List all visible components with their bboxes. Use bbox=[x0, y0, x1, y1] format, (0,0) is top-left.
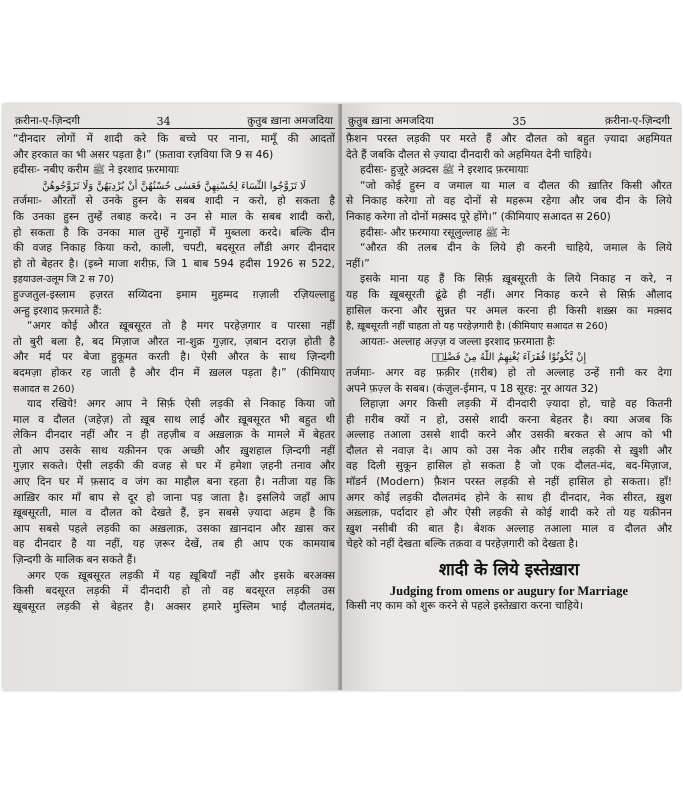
right-page-number: 35 bbox=[512, 115, 527, 128]
text-line: हुज्जतुल-इस्लाम हज़रत सय्यिदना इमाम मुहम्मद ग़ज़ाली रज़ियल्लाहु bbox=[13, 288, 335, 301]
text-line: ज़िन्दगी के मालिक बन सकते हैं। bbox=[13, 554, 137, 567]
right-page-header bbox=[346, 112, 672, 129]
text-line: निकाह करेगा तो दोनों मक़्सद पूरे होंगे।” (कीमियाए सआदत स 260) bbox=[346, 210, 611, 223]
section-heading-english: Judging from omens or augury for Marriage bbox=[389, 584, 629, 599]
text-line: देते हैं जबकि दौलत से ज़्यादा दीनदारी को अहमियत देनी चाहिये। bbox=[346, 148, 592, 161]
text-line: अन्हु इरशाद फ़रमाते हैं: bbox=[13, 304, 102, 317]
text-line: अगर एक ख़ूबसूरत लड़की में यह ख़ूबियाँ नहीं और इसके बरअक्स bbox=[27, 569, 335, 582]
text-line: ख़ूबसूरत लड़की से बेहतर है। अक्सर हमारे मुस्लिम भाई दौलतमंद, bbox=[13, 600, 335, 613]
text-line: याद रखिये! अगर आप ने सिर्फ़ ऐसी लड़की से निकाह किया जो bbox=[27, 398, 335, 411]
text-line: है, ख़ूबसूरती नहीं चाहता तो यह परहेज़गारी है। (कीमियाए सआदत स 260) bbox=[346, 321, 608, 333]
left-page bbox=[3, 104, 339, 690]
text-line: आप सबसे पहले लड़की का अख़लाक़, उसका ख़ानदान और ख़ास कर bbox=[13, 522, 335, 535]
text-line: फ़ैशन परस्त लड़की पर मरते हैं और दौलत को बहुत ज़्यादा अहमियत bbox=[346, 133, 672, 145]
left-header-title: क़रीना-ए-ज़िन्दगी bbox=[15, 115, 80, 127]
text-line: हो सकता है कि उनका माल तुम्हें गुनाहों में मुब्तला करदे। बल्कि दीन bbox=[13, 226, 335, 239]
text-line: “दीनदार लोगों में शादी करे कि बच्चे पर नाना, मामूँ की आदतों bbox=[13, 133, 335, 145]
text-line: की वजह निकाह किया करो, काली, चपटी, बदसूरत लौंडी अगर दीनदार bbox=[13, 242, 335, 255]
text-line: “अगर कोई औरत ख़ूबसूरत तो है मगर परहेज़गार व पारसा नहीं bbox=[27, 320, 335, 333]
text-line: लेकिन दीनदार नहीं और न ही तहज़ीब व अख़लाक़ के मामले में बेहतर bbox=[13, 429, 335, 442]
left-header-publisher: क़ुतुब ख़ाना अमजदिया bbox=[247, 115, 333, 127]
left-page-header bbox=[13, 112, 335, 129]
text-line: ख़ुश नसीबी की बात है। बेशक अल्लाह तआला माल व दौलत और bbox=[346, 522, 672, 535]
text-line: चेहरे को नहीं देखता बल्कि तक़वा व परहेज़गारी को देखता है। bbox=[346, 538, 579, 551]
text-line: अपने फ़ज़्ल के सबब। (कंज़ुल-ईमान, प 18 सूरह: नूर आयत 32) bbox=[346, 382, 599, 395]
text-line: हदीसः- नबीए करीम ﷺ ने इरशाद फ़रमायाः bbox=[13, 164, 179, 177]
left-page-body bbox=[13, 132, 335, 615]
left-page-number: 34 bbox=[156, 115, 171, 128]
text-line: तो आप उसके साथ यक़ीनन एक अच्छी और ख़ुशहाल ज़िन्दगी नहीं bbox=[13, 444, 335, 457]
text-line: ख़ूबसूरती, माल व दौलत को देखते हैं, इन सबसे ज़्यादा अहम है कि bbox=[13, 507, 335, 520]
text-line: तर्जमाः- औरतों से उनके हुस्न के सबब शादी न करो, हो सकता है bbox=[13, 195, 335, 208]
text-line: किसी बदसूरत लड़की में दीनदारी हो तो वह बदसूरत लड़की उस bbox=[13, 585, 335, 598]
text-line: इसके माना यह हैं कि सिर्फ़ ख़ूबसूरती के लिये निकाह न करे, न bbox=[360, 273, 672, 286]
text-line: लिहाज़ा अगर किसी लड़की में दीनदारी ज़्यादा हो, चाहे वह कितनी bbox=[360, 398, 672, 411]
text-line: दौलत से नवाज़ दे। आप को उस नेक और ग़रीब लड़की से ख़ुशी और bbox=[346, 444, 672, 457]
text-line: कि उनका हुस्न तुम्हें तबाह करदे। न उन से माल के सबब शादी करो, bbox=[13, 210, 335, 223]
text-line: इहयाउल-उलूम जि 2 स 70) bbox=[13, 274, 114, 286]
text-line: ही ग़रीब क्यों न हो, उससे शादी करना बेहतर है। क्या अजब कि bbox=[346, 413, 672, 426]
text-line: हासिल करना और सुन्नत पर अमल करना ही किसी शख़्स का मक़्सद bbox=[346, 304, 672, 317]
right-header-title: क़रीना-ए-ज़िन्दगी bbox=[605, 115, 670, 127]
text-line: गुज़ार सकते। ऐसी लड़की की वजह से घर में हमेशा ज़हनी तनाव और bbox=[13, 460, 335, 473]
text-line: हदीसः- हुज़ूरे अक़्दस ﷺ ने इरशाद फ़रमायाः bbox=[360, 164, 529, 177]
text-line: अगर कोई लड़की दौलतमंद होने के साथ ही दीनदार, नेक सीरत, ख़ुश bbox=[346, 491, 672, 504]
text-line: तो बुरी बला है, बद मिज़ाज औरत ना-शुक्र गुज़ार, ज़बान दराज़ होती है bbox=[13, 335, 335, 348]
text-line: वह दीनदार है या नहीं, यह ज़रूर देखें, तब ही आप एक कामयाब bbox=[13, 538, 335, 551]
text-line: और मर्द पर बेजा हुकूमत करती है। ऐसी औरत के साथ ज़िन्दगी bbox=[13, 351, 335, 364]
text-line: अख़्लाक़, पर्दादार हो और ऐसी लड़की से कोई शादी करे तो यह यक़ीनन bbox=[346, 507, 672, 520]
text-line: माल व दौलत (जहेज़) तो ख़ूब साथ लाई और ख़ूबसूरत भी बहुत थी bbox=[13, 413, 335, 426]
arabic-verse: إِنْ يَّكُونُوْا فُقَرَآءَ يُغْنِهِمُ اللّٰهُ مِنْ فَضْلِهٖ bbox=[431, 352, 587, 364]
right-header-publisher: क़ुतुब ख़ाना अमजदिया bbox=[348, 115, 434, 127]
text-line: आए दिन घर में फ़साद व जंग का माहौल बना रहता है। नतीजा यह कि bbox=[13, 476, 335, 489]
final-line: किसी नए काम को शुरू करने से पहले इस्तेख़ारा करना चाहिये। bbox=[346, 600, 583, 613]
text-line: वह दिली सुकून हासिल हो सकता है जो एक दौलत-मंद, बद-मिज़ाज, bbox=[346, 460, 672, 473]
open-book bbox=[3, 104, 680, 690]
text-line: नहीं।” bbox=[346, 257, 370, 270]
text-line: हदीसः- और फ़रमाया रसूलुल्लाह ﷺ नेः bbox=[360, 226, 510, 239]
text-line: अल्लाह तआला उससे शादी करने और उसकी बरकत से आप को भी bbox=[346, 429, 672, 442]
text-line: यह कि ख़ूबसूरती ढूंढे ही नहीं। अगर निकाह करने से सिर्फ़ औलाद bbox=[346, 288, 672, 301]
text-line: “जो कोई हुस्न व जमाल या माल व दौलत की ख़ातिर किसी औरत bbox=[360, 179, 672, 192]
right-page-body bbox=[346, 132, 672, 553]
text-line: तर्जमाः- अगर वह फ़क़ीर (ग़रीब) हो तो अल्लाह उन्हें ग़नी कर देगा bbox=[346, 366, 672, 379]
right-page bbox=[342, 104, 680, 690]
text-line: हो तो बेहतर है। (इब्ने माजा शरीफ़, जि 1 बाब 594 हदीस 1926 स 522, bbox=[13, 257, 335, 270]
text-line: से निकाह करेगा तो वह दोनों से महरूम रहेगा और जब दीन के लिये bbox=[346, 195, 672, 208]
section-heading-hindi: शादी के लिये इस्तेख़ारा bbox=[438, 560, 580, 581]
text-line: “औरत की तलब दीन के लिये ही करनी चाहिये, जमाल के लिये bbox=[360, 242, 672, 255]
text-line: आयतः- अल्लाह अज़्ज़ व जल्ला इरशाद फ़रमाता हैः bbox=[360, 335, 555, 348]
text-line: आख़िर कार माँ बाप से दूर हो जाना पड़ जाता है। इसलिये जहाँ आप bbox=[13, 491, 335, 504]
text-line: सआदत स 260) bbox=[13, 383, 75, 395]
text-line: मॉडर्न (Modern) फ़ैशन परस्त लड़की से नहीं हासिल हो सकता। हाँ! bbox=[346, 476, 672, 489]
text-line: और हरकात का भी असर पड़ता है।” (फ़तावा रज़विया जि 9 स 46) bbox=[13, 148, 274, 161]
arabic-verse: لَا تَزَوَّجُوا النِّسَاءَ لِحُسْنِهِنَّ فَعَسٰى حُسْنُهُنَّ أَنْ يُرْدِيَهُنَّ وَلَا تَزَوَّجُوهُنَّ bbox=[42, 180, 306, 192]
text-line: बदमज़ा होकर रह जाती है और दीन में ख़लल पड़ता है।” (कीमियाए bbox=[13, 366, 335, 379]
